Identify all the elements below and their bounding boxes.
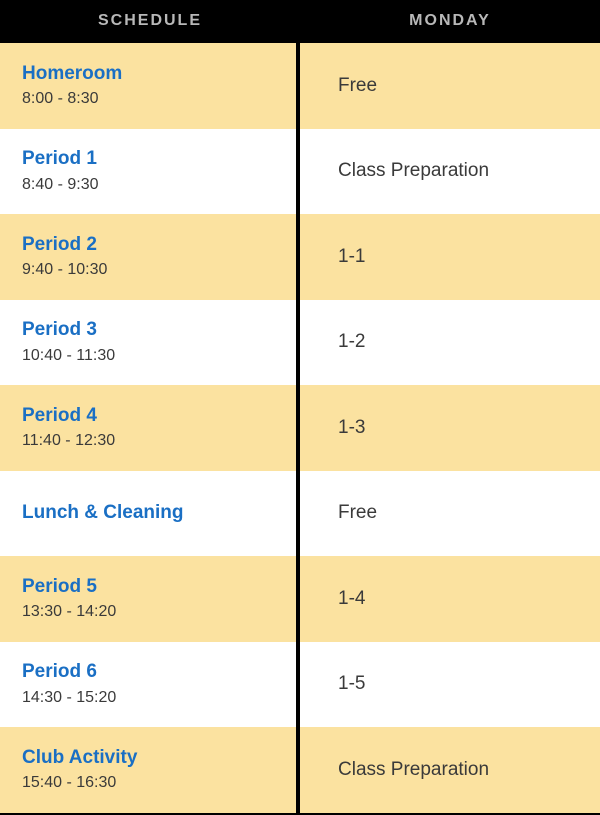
table-row (0, 300, 600, 386)
monday-cell (300, 214, 600, 300)
table-row (0, 43, 600, 129)
table-row (0, 642, 600, 728)
schedule-cell (0, 43, 300, 129)
period-time: 15:40 - 16:30 (22, 774, 117, 792)
assignment-label: Class Preparation (338, 758, 490, 780)
table-row (0, 385, 600, 471)
monday-cell (300, 129, 600, 215)
table-row (0, 214, 600, 300)
period-label: Period 6 (22, 661, 97, 683)
monday-cell (300, 385, 600, 471)
period-time: 9:40 - 10:30 (22, 261, 108, 279)
table-row (0, 556, 600, 642)
period-label: Period 1 (22, 148, 97, 170)
monday-cell (300, 300, 600, 386)
schedule-cell (0, 214, 300, 300)
table-row (0, 129, 600, 215)
period-time: 8:00 - 8:30 (22, 90, 99, 108)
monday-cell (300, 556, 600, 642)
assignment-label: 1-1 (338, 245, 366, 267)
period-time: 8:40 - 9:30 (22, 175, 99, 193)
monday-cell (300, 43, 600, 129)
schedule-cell (0, 129, 300, 215)
schedule-cell (0, 642, 300, 728)
column-header-schedule: SCHEDULE (97, 12, 202, 29)
assignment-label: 1-2 (338, 331, 366, 353)
schedule-cell (0, 385, 300, 471)
period-time: 11:40 - 12:30 (22, 432, 116, 450)
period-label: Homeroom (22, 62, 123, 84)
table-row (0, 471, 600, 557)
schedule-cell (0, 471, 300, 557)
period-label: Lunch & Cleaning (22, 502, 184, 524)
table-row (0, 727, 600, 813)
period-time: 13:30 - 14:20 (22, 603, 117, 621)
assignment-label: Free (338, 502, 378, 524)
assignment-label: 1-3 (338, 416, 366, 438)
monday-cell (300, 642, 600, 728)
period-time: 10:40 - 11:30 (22, 346, 116, 364)
assignment-label: Class Preparation (338, 160, 490, 182)
column-header-monday: MONDAY (409, 12, 491, 29)
assignment-label: Free (338, 74, 378, 96)
period-label: Period 3 (22, 319, 97, 341)
schedule-cell (0, 556, 300, 642)
period-label: Period 5 (22, 575, 97, 597)
period-time: 14:30 - 15:20 (22, 688, 117, 706)
monday-cell (300, 727, 600, 813)
assignment-label: 1-4 (338, 587, 366, 609)
schedule-rows (0, 42, 600, 813)
assignment-label: 1-5 (338, 673, 366, 695)
schedule-cell (0, 727, 300, 813)
period-label: Period 4 (22, 404, 97, 426)
monday-cell (300, 471, 600, 557)
table-header-row (0, 0, 600, 42)
period-label: Period 2 (22, 233, 97, 255)
schedule-cell (0, 300, 300, 386)
period-label: Club Activity (22, 746, 138, 768)
